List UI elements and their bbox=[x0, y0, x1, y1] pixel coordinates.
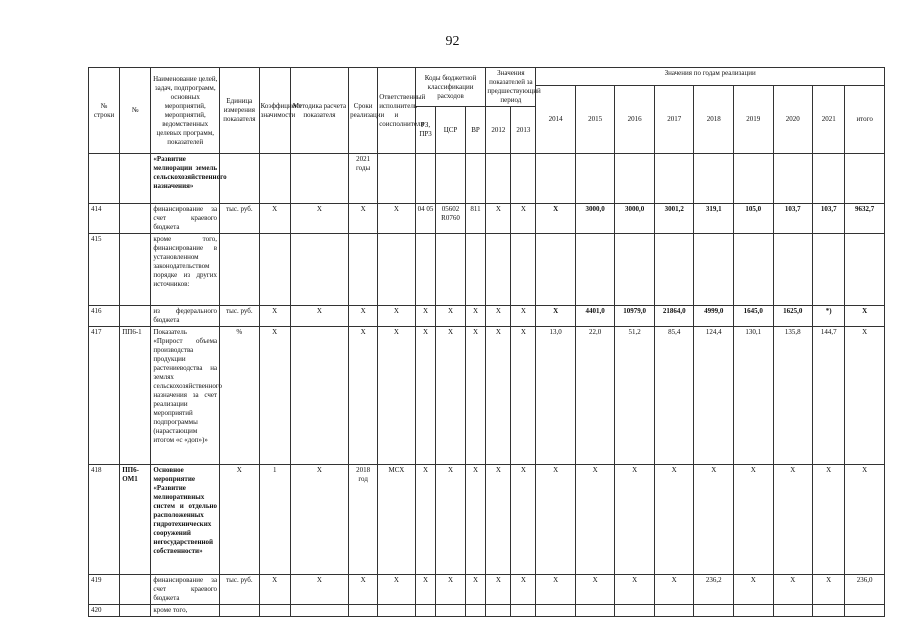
cell-resp: МСХ bbox=[378, 465, 415, 575]
cell-y2014: X bbox=[536, 465, 576, 575]
cell-y2014: X bbox=[536, 575, 576, 605]
cell-no bbox=[120, 605, 151, 617]
header-year-2016: 2016 bbox=[615, 86, 655, 154]
table-body bbox=[89, 154, 885, 617]
cell-terms: 2021 годы bbox=[349, 154, 378, 204]
cell-y2016: X bbox=[615, 575, 655, 605]
cell-method: X bbox=[290, 306, 348, 327]
cell-y2015: 4401,0 bbox=[575, 306, 615, 327]
cell-y2021: X bbox=[813, 465, 845, 575]
cell-csr: X bbox=[436, 306, 465, 327]
cell-y2013 bbox=[511, 605, 536, 617]
table-row bbox=[89, 306, 885, 327]
cell-vr: 811 bbox=[465, 204, 486, 234]
cell-y2014 bbox=[536, 234, 576, 306]
cell-y2018 bbox=[694, 234, 734, 306]
cell-y2016: 3000,0 bbox=[615, 204, 655, 234]
header-row-number: № строки bbox=[89, 68, 120, 154]
cell-vr: X bbox=[465, 465, 486, 575]
cell-y2014: X bbox=[536, 204, 576, 234]
cell-resp bbox=[378, 154, 415, 204]
cell-rz bbox=[415, 605, 436, 617]
header-year-2013: 2013 bbox=[511, 107, 536, 154]
cell-rownum: 414 bbox=[89, 204, 120, 234]
header-budget-codes: Коды бюджетной классификации расходов bbox=[415, 68, 486, 107]
cell-coef: X bbox=[259, 204, 290, 234]
cell-method bbox=[290, 154, 348, 204]
cell-y2019: 1645,0 bbox=[734, 306, 774, 327]
cell-y2019: X bbox=[734, 465, 774, 575]
cell-total: X bbox=[845, 327, 885, 465]
cell-y2013: X bbox=[511, 575, 536, 605]
cell-y2017 bbox=[654, 234, 694, 306]
cell-rownum: 415 bbox=[89, 234, 120, 306]
cell-y2012 bbox=[486, 605, 511, 617]
cell-vr bbox=[465, 154, 486, 204]
cell-y2015 bbox=[575, 154, 615, 204]
cell-vr bbox=[465, 605, 486, 617]
cell-y2012 bbox=[486, 234, 511, 306]
cell-y2021: X bbox=[813, 575, 845, 605]
cell-y2020 bbox=[773, 234, 813, 306]
cell-method bbox=[290, 234, 348, 306]
cell-y2017 bbox=[654, 154, 694, 204]
cell-method: X bbox=[290, 204, 348, 234]
cell-y2013: X bbox=[511, 465, 536, 575]
cell-terms: X bbox=[349, 204, 378, 234]
header-year-2021: 2021 bbox=[813, 86, 845, 154]
cell-y2020: X bbox=[773, 575, 813, 605]
cell-rz: X bbox=[415, 465, 436, 575]
cell-terms: X bbox=[349, 575, 378, 605]
cell-name: кроме того, финансирование в установленном законодательством порядке из других источников: bbox=[151, 234, 220, 306]
header-coefficient: Коэффициент значимости bbox=[259, 68, 290, 154]
cell-y2018: 236,2 bbox=[694, 575, 734, 605]
cell-y2016: 51,2 bbox=[615, 327, 655, 465]
header-year-2018: 2018 bbox=[694, 86, 734, 154]
cell-resp: X bbox=[378, 204, 415, 234]
cell-rz: X bbox=[415, 306, 436, 327]
cell-no: ПП6-1 bbox=[120, 327, 151, 465]
cell-rz: X bbox=[415, 575, 436, 605]
cell-resp: X bbox=[378, 327, 415, 465]
cell-y2012: X bbox=[486, 575, 511, 605]
cell-no bbox=[120, 234, 151, 306]
cell-y2014: 13,0 bbox=[536, 327, 576, 465]
cell-vr: X bbox=[465, 306, 486, 327]
header-year-2015: 2015 bbox=[575, 86, 615, 154]
cell-y2018: 4999,0 bbox=[694, 306, 734, 327]
header-year-2014: 2014 bbox=[536, 86, 576, 154]
cell-method: X bbox=[290, 575, 348, 605]
cell-resp bbox=[378, 234, 415, 306]
cell-vr: X bbox=[465, 327, 486, 465]
cell-total bbox=[845, 234, 885, 306]
table-row bbox=[89, 575, 885, 605]
cell-y2019: X bbox=[734, 575, 774, 605]
cell-y2017: 3001,2 bbox=[654, 204, 694, 234]
header-rz: РЗ, ПР3 bbox=[415, 107, 436, 154]
cell-no bbox=[120, 204, 151, 234]
header-terms: Сроки реализации bbox=[349, 68, 378, 154]
cell-no bbox=[120, 306, 151, 327]
cell-y2017: X bbox=[654, 465, 694, 575]
header-year-2017: 2017 bbox=[654, 86, 694, 154]
cell-y2020: 135,8 bbox=[773, 327, 813, 465]
cell-y2020: 1625,0 bbox=[773, 306, 813, 327]
cell-y2016: 10979,0 bbox=[615, 306, 655, 327]
cell-rownum: 418 bbox=[89, 465, 120, 575]
cell-rownum: 420 bbox=[89, 605, 120, 617]
table-row bbox=[89, 605, 885, 617]
cell-name: финансирование за счет краевого бюджета bbox=[151, 204, 220, 234]
cell-rownum: 419 bbox=[89, 575, 120, 605]
cell-method bbox=[290, 605, 348, 617]
cell-name: финансирование за счет краевого бюджета bbox=[151, 575, 220, 605]
header-name: Наименование целей, задач, подпрограмм, основных мероприятий, мероприятий, ведомственных целевых программ, показателей bbox=[151, 68, 220, 154]
cell-terms bbox=[349, 605, 378, 617]
cell-name: Основное мероприятие «Развитие мелиоративных систем и отдельно расположенных гидротехнических сооружений негосударственной собственности» bbox=[151, 465, 220, 575]
cell-y2015: 3000,0 bbox=[575, 204, 615, 234]
cell-y2021: 103,7 bbox=[813, 204, 845, 234]
cell-total: X bbox=[845, 306, 885, 327]
cell-unit bbox=[220, 234, 260, 306]
cell-y2016 bbox=[615, 154, 655, 204]
cell-y2013: X bbox=[511, 204, 536, 234]
cell-y2012: X bbox=[486, 204, 511, 234]
header-prev-values: Значения показателей за предшествующий период bbox=[486, 68, 536, 107]
header-years-values: Значения по годам реализации bbox=[536, 68, 885, 86]
cell-unit: тыс. руб. bbox=[220, 306, 260, 327]
cell-rownum: 417 bbox=[89, 327, 120, 465]
cell-vr bbox=[465, 234, 486, 306]
cell-resp bbox=[378, 605, 415, 617]
cell-y2015: X bbox=[575, 465, 615, 575]
cell-y2012: X bbox=[486, 327, 511, 465]
cell-csr: X bbox=[436, 465, 465, 575]
cell-coef: X bbox=[259, 575, 290, 605]
cell-y2015 bbox=[575, 605, 615, 617]
cell-y2012: X bbox=[486, 306, 511, 327]
cell-y2012: X bbox=[486, 465, 511, 575]
cell-y2018 bbox=[694, 605, 734, 617]
header-number: № bbox=[120, 68, 151, 154]
cell-y2016 bbox=[615, 234, 655, 306]
cell-terms: 2018 год bbox=[349, 465, 378, 575]
cell-unit bbox=[220, 605, 260, 617]
cell-coef: 1 bbox=[259, 465, 290, 575]
cell-y2019 bbox=[734, 605, 774, 617]
cell-csr bbox=[436, 154, 465, 204]
cell-no bbox=[120, 154, 151, 204]
table-row bbox=[89, 204, 885, 234]
cell-y2015 bbox=[575, 234, 615, 306]
cell-resp: X bbox=[378, 306, 415, 327]
cell-total: 236,0 bbox=[845, 575, 885, 605]
cell-y2013: X bbox=[511, 306, 536, 327]
cell-y2019 bbox=[734, 234, 774, 306]
cell-coef bbox=[259, 605, 290, 617]
cell-total bbox=[845, 154, 885, 204]
cell-y2019 bbox=[734, 154, 774, 204]
header-year-2012: 2012 bbox=[486, 107, 511, 154]
page-number: 92 bbox=[445, 34, 460, 49]
cell-y2021 bbox=[813, 605, 845, 617]
header-vr: ВР bbox=[465, 107, 486, 154]
header-responsible: Ответственный исполнитель и соисполнители bbox=[378, 68, 415, 154]
cell-y2017: 21864,0 bbox=[654, 306, 694, 327]
cell-name: «Развитие мелиорации земель сельскохозяйственного назначения» bbox=[151, 154, 220, 204]
cell-name: кроме того, bbox=[151, 605, 220, 617]
cell-y2018: 319,1 bbox=[694, 204, 734, 234]
cell-unit: % bbox=[220, 327, 260, 465]
cell-resp: X bbox=[378, 575, 415, 605]
cell-y2013 bbox=[511, 234, 536, 306]
cell-rz bbox=[415, 234, 436, 306]
cell-csr bbox=[436, 605, 465, 617]
cell-csr: X bbox=[436, 327, 465, 465]
cell-y2020 bbox=[773, 605, 813, 617]
cell-y2012 bbox=[486, 154, 511, 204]
cell-y2018 bbox=[694, 154, 734, 204]
table-row bbox=[89, 465, 885, 575]
cell-y2018: 124,4 bbox=[694, 327, 734, 465]
cell-y2013: X bbox=[511, 327, 536, 465]
cell-y2014 bbox=[536, 605, 576, 617]
cell-y2017: X bbox=[654, 575, 694, 605]
header-unit: Единица измерения показателя bbox=[220, 68, 260, 154]
cell-coef: X bbox=[259, 327, 290, 465]
cell-csr: X bbox=[436, 575, 465, 605]
cell-y2016: X bbox=[615, 465, 655, 575]
cell-y2018: X bbox=[694, 465, 734, 575]
cell-y2021: *) bbox=[813, 306, 845, 327]
cell-y2015: X bbox=[575, 575, 615, 605]
program-table bbox=[88, 67, 885, 617]
cell-vr: X bbox=[465, 575, 486, 605]
cell-y2017: 85,4 bbox=[654, 327, 694, 465]
cell-terms: X bbox=[349, 306, 378, 327]
table-row bbox=[89, 327, 885, 465]
cell-y2016 bbox=[615, 605, 655, 617]
cell-unit: тыс. руб. bbox=[220, 575, 260, 605]
cell-y2021 bbox=[813, 234, 845, 306]
cell-coef bbox=[259, 234, 290, 306]
cell-terms: X bbox=[349, 327, 378, 465]
header-csr: ЦСР bbox=[436, 107, 465, 154]
cell-name: из федерального бюджета bbox=[151, 306, 220, 327]
cell-method: X bbox=[290, 465, 348, 575]
cell-y2020: X bbox=[773, 465, 813, 575]
cell-y2019: 105,0 bbox=[734, 204, 774, 234]
cell-y2017 bbox=[654, 605, 694, 617]
cell-method bbox=[290, 327, 348, 465]
cell-y2014: X bbox=[536, 306, 576, 327]
table-header bbox=[89, 68, 885, 154]
cell-y2019: 130,1 bbox=[734, 327, 774, 465]
cell-coef: X bbox=[259, 306, 290, 327]
table-row bbox=[89, 234, 885, 306]
header-year-2019: 2019 bbox=[734, 86, 774, 154]
cell-terms bbox=[349, 234, 378, 306]
cell-y2013 bbox=[511, 154, 536, 204]
cell-csr bbox=[436, 234, 465, 306]
cell-y2020 bbox=[773, 154, 813, 204]
header-total: итого bbox=[845, 86, 885, 154]
cell-total bbox=[845, 605, 885, 617]
cell-rownum bbox=[89, 154, 120, 204]
cell-total: X bbox=[845, 465, 885, 575]
cell-rz: 04 05 bbox=[415, 204, 436, 234]
cell-y2015: 22,0 bbox=[575, 327, 615, 465]
cell-rz bbox=[415, 154, 436, 204]
cell-no: ПП6-ОМ1 bbox=[120, 465, 151, 575]
cell-no bbox=[120, 575, 151, 605]
cell-unit: тыс. руб. bbox=[220, 204, 260, 234]
cell-coef bbox=[259, 154, 290, 204]
table-row bbox=[89, 154, 885, 204]
cell-y2014 bbox=[536, 154, 576, 204]
cell-rz: X bbox=[415, 327, 436, 465]
cell-y2021 bbox=[813, 154, 845, 204]
header-year-2020: 2020 bbox=[773, 86, 813, 154]
header-method: Методика расчета показателя bbox=[290, 68, 348, 154]
cell-unit: X bbox=[220, 465, 260, 575]
cell-y2020: 103,7 bbox=[773, 204, 813, 234]
cell-y2021: 144,7 bbox=[813, 327, 845, 465]
cell-total: 9632,7 bbox=[845, 204, 885, 234]
cell-csr: 05602 R0760 bbox=[436, 204, 465, 234]
cell-rownum: 416 bbox=[89, 306, 120, 327]
cell-name: Показатель «Прирост объема производства продукции растениеводства на землях сельскохозяйственного назначения за счет реализации мероприятий подпрограммы (нарастающим итогом «с «доп»)» bbox=[151, 327, 220, 465]
